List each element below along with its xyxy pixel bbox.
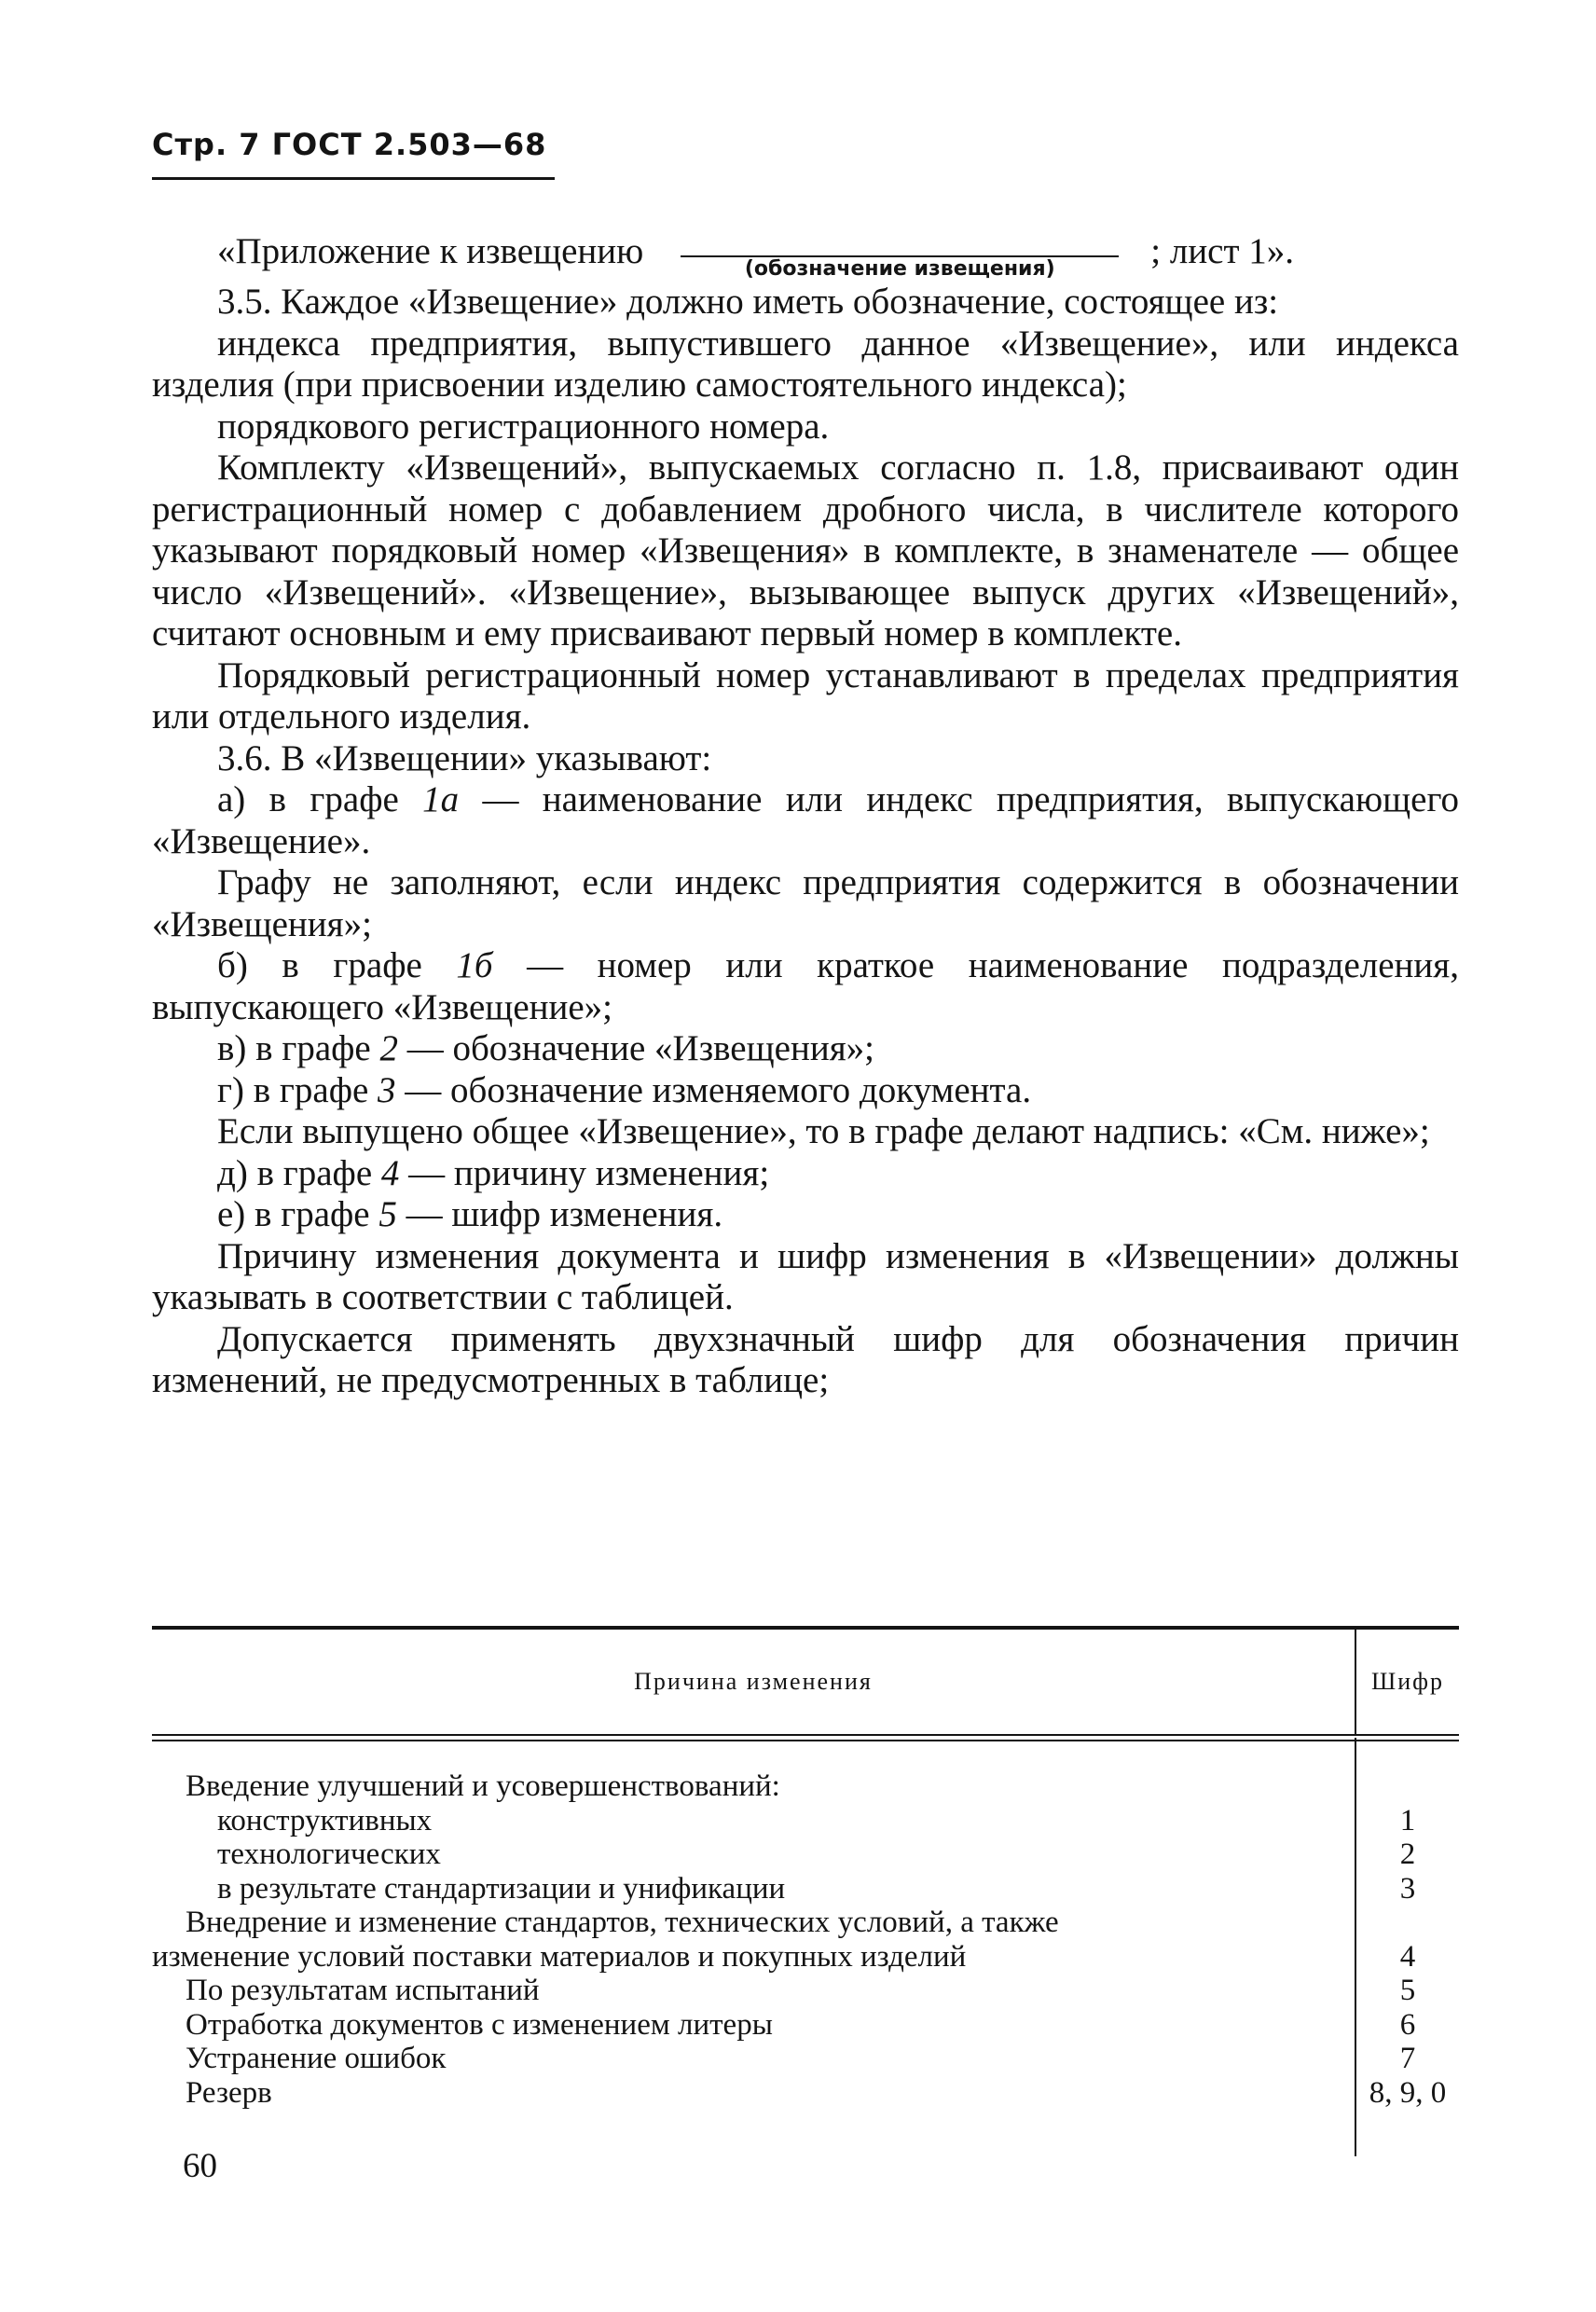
table-row-reason: Устранение ошибок (186, 2042, 447, 2075)
table-row-reason: конструктивных (217, 1803, 433, 1837)
table-row-reason: Введение улучшений и усовершенствований: (186, 1769, 780, 1803)
header-reason: Причина изменения (634, 1668, 873, 1695)
table-row-reason: Резерв (186, 2075, 272, 2110)
paragraph-3-6: 3.6. В «Извещении» указывают: (217, 737, 712, 778)
item-g: г) в графе 3 — обозначение изменяемого документа. (217, 1069, 1032, 1110)
closing-paragraph-1: Причину изменения документа и шифр изменения в «Извещении» должны указывать в соответствии с таблицей. (152, 1235, 1459, 1317)
table-row-code: 5 (1399, 1974, 1416, 2007)
item-v: в) в графе 2 — обозначение «Извещения»; (217, 1028, 874, 1068)
closing-paragraph-2: Допускается применять двухзначный шифр для обозначения причин изменений, не предусмотренных в таблице; (152, 1318, 1459, 1400)
reason-code-table (152, 1626, 1459, 2156)
table-header (152, 1630, 1459, 1734)
table-row-code: 1 (1399, 1803, 1416, 1837)
item-d: д) в графе 4 — причину изменения; (217, 1152, 770, 1193)
table-row-reason: в результате стандартизации и унификации (217, 1871, 786, 1906)
table-row-reason: Отработка документов с изменением литеры (186, 2007, 773, 2042)
table-row-code: 4 (1399, 1939, 1416, 1974)
reason-column (152, 1769, 1355, 2156)
table-row-code: 7 (1399, 2042, 1416, 2075)
table-row-code (1356, 1769, 1459, 1804)
appendix-line (152, 231, 1459, 282)
table-body (152, 1741, 1459, 2156)
paragraph-3-5: 3.5. Каждое «Извещение» должно иметь обозначение, состоящее из: (217, 282, 1279, 322)
table-row-reason: технологических (217, 1837, 441, 1871)
table-header-rule (152, 1734, 1459, 1741)
table-row-reason: По результатам испытаний (186, 1974, 540, 2007)
table-row-code: 3 (1399, 1871, 1416, 1906)
appendix-suffix: ; лист 1». (1150, 231, 1295, 271)
table-row-code: 2 (1399, 1837, 1416, 1871)
document-body (152, 231, 1459, 1402)
paragraph-set: Комплекту «Извещений», выпускаемых согласно п. 1.8, присваивают один регистрационный номер с добавлением дробного числа, в числителе которого указывают порядковый номер «Извещения» в комплекте, в знаменателе — общее число «Извещений». «Извещение», вызывающее выпуск других «Извещений», считают основным и ему присваивают первый номер в комплекте. (152, 447, 1459, 654)
paragraph-index: индекса предприятия, выпустившего данное «Извещение», или индекса изделия (при присвоении изделию самостоятельного индекса); (152, 323, 1459, 405)
appendix-blank-caption: (обозначение извещения) (681, 255, 1119, 282)
page-number: 60 (183, 2147, 217, 2185)
table-row-code: 8, 9, 0 (1369, 2075, 1447, 2110)
table-row-code (1356, 1906, 1459, 1940)
item-a: а) в графе 1а — наименование или индекс предприятия, выпускающего «Извещение». (152, 779, 1459, 861)
code-column (1355, 1738, 1459, 2156)
page-header: Стр. 7 ГОСТ 2.503—68 (152, 127, 547, 162)
appendix-label: «Приложение к извещению (217, 231, 644, 271)
item-g-note: Если выпущено общее «Извещение», то в графе делают надпись: «См. ниже»; (217, 1111, 1430, 1151)
header-rule (152, 177, 555, 180)
table-row-reason: изменение условий поставки материалов и покупных изделий (152, 1939, 967, 1974)
item-b: б) в графе 1б — номер или краткое наименование подразделения, выпускающего «Извещение»; (152, 945, 1459, 1027)
header-code: Шифр (1355, 1630, 1459, 1734)
item-e: е) в графе 5 — шифр изменения. (217, 1194, 723, 1234)
table-row-reason: Внедрение и изменение стандартов, технических условий, а также (186, 1906, 1059, 1939)
paragraph-reg-range: Порядковый регистрационный номер устанавливают в пределах предприятия или отдельного изделия. (152, 654, 1459, 736)
paragraph-reg-number: порядкового регистрационного номера. (217, 406, 830, 447)
table-row-code: 6 (1399, 2007, 1416, 2042)
item-a-note: Графу не заполняют, если индекс предприятия содержится в обозначении «Извещения»; (152, 862, 1459, 944)
